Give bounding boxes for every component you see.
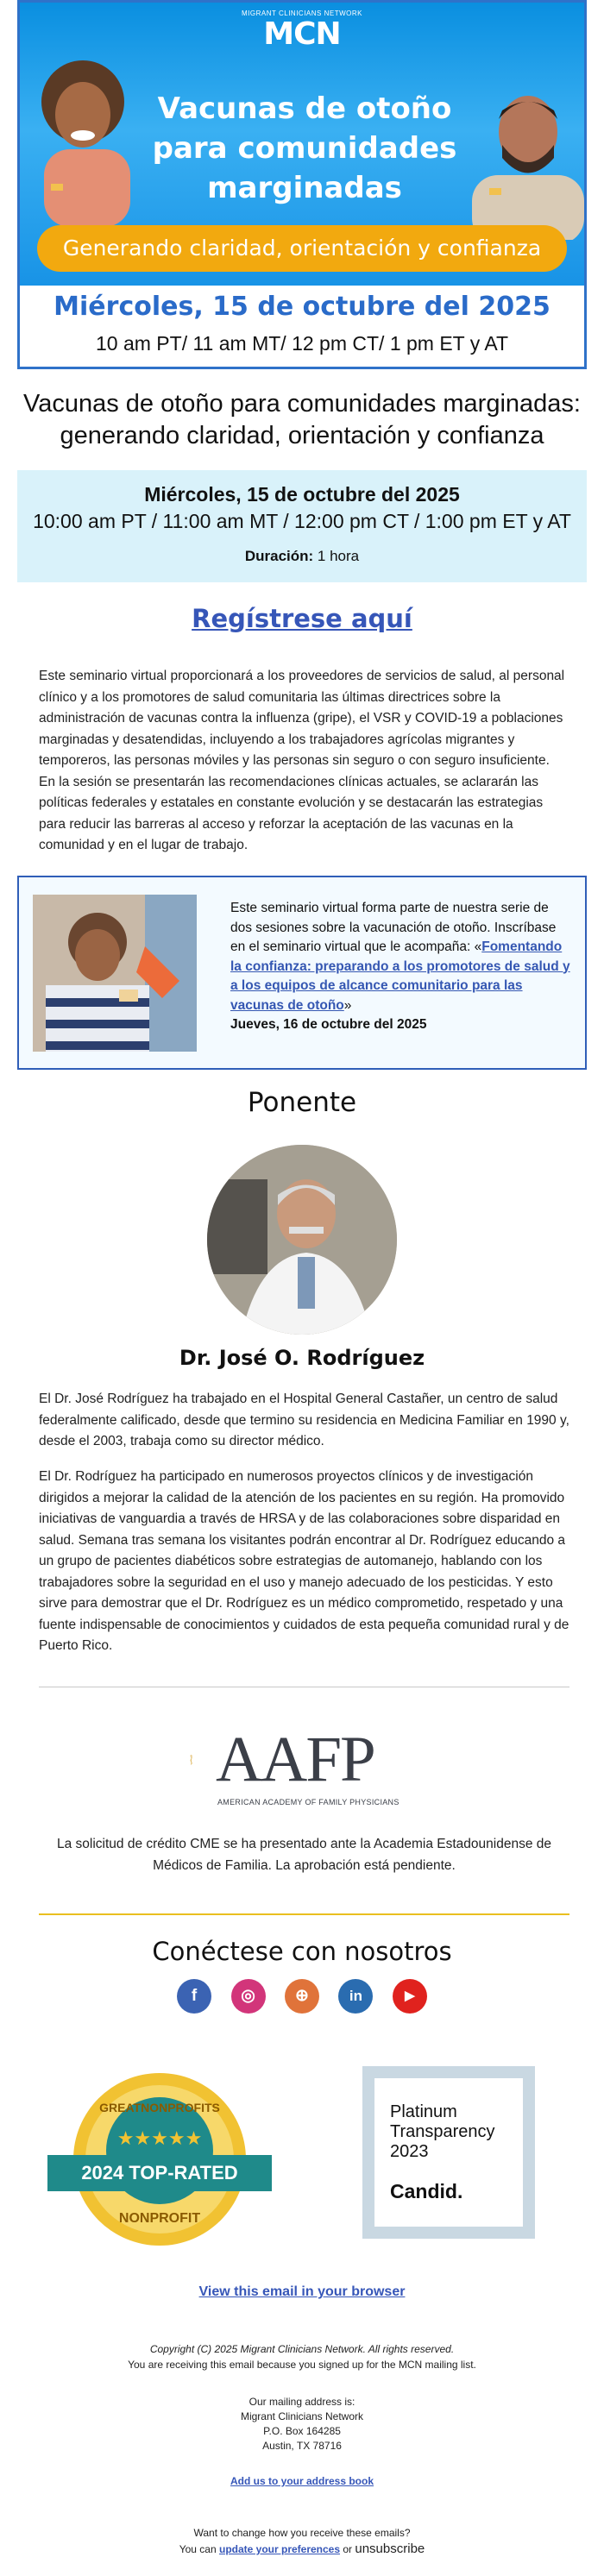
candid-title <box>390 2102 495 2162</box>
prefs-line <box>0 2542 604 2556</box>
add-address-book <box>0 2474 604 2488</box>
series-quote-close: » <box>343 997 352 1013</box>
mcn-logo <box>242 9 362 52</box>
gnp-bottom-text: NONPROFIT <box>118 2211 201 2226</box>
cme-notice: La solicitud de crédito CME se ha presentado ante la Academia Estadounidense de Médicos de Familia. La aprobación está pendiente. <box>56 1837 551 1873</box>
address-label: Our mailing address is: <box>249 2396 355 2408</box>
event-title: Vacunas de otoño para comunidades marginadas: generando claridad, orientación y confianza <box>23 390 581 449</box>
event-duration <box>17 548 587 565</box>
address-po: P.O. Box 164285 <box>263 2425 341 2437</box>
facebook-icon[interactable]: f <box>177 1979 211 2014</box>
speaker-bio-2: El Dr. Rodríguez ha participado en numerosos proyectos clínicos y de investigación dirigidos a mejorar la calidad de la atención de los pacientes en su región. Ha promovido iniciativas de vanguardia a través de HRSA y de las colaboraciones sobre disparidad en salud. Semana tras semana los visitantes podrán encontrar al Dr. Rodríguez educando a un grupo de pacientes diabéticos sobre estrategias de automanejo, hablando con los trabajadores sobre la seguridad en el uso y manejo adecuado de los pesticidas. Y esto sirve para demostrar que el Dr. Rodríguez es un médico comprometido, respetado y una fuente indispensable de conocimientos y cuidados de esta pequeña comunidad rural y de Puerto Rico. <box>39 1469 569 1653</box>
event-time: 10:00 am PT / 11:00 am MT / 12:00 pm CT / 1:00 pm ET y AT <box>33 510 571 532</box>
connect-heading: Conéctese con nosotros <box>152 1937 452 1966</box>
banner-hero <box>20 3 584 286</box>
update-preferences-link[interactable]: update your preferences <box>218 2543 341 2555</box>
series-box <box>17 876 587 1070</box>
gnp-mid-text: 2024 TOP-RATED <box>81 2162 238 2183</box>
aafp-logo-subtitle: AMERICAN ACADEMY OF FAMILY PHYSICIANS <box>217 1798 400 1806</box>
duration-label: Duración: <box>244 548 314 564</box>
add-address-book-link[interactable]: Add us to your address book <box>230 2475 374 2487</box>
vaccination-photo <box>33 895 197 1052</box>
event-date-box <box>17 470 587 582</box>
unsubscribe-link[interactable]: unsubscribe <box>355 2541 425 2556</box>
candid-line-1: Platinum <box>390 2102 457 2121</box>
change-prefs-text: Want to change how you receive these emails? <box>193 2527 411 2539</box>
banner-date: Miércoles, 15 de octubre del 2025 <box>53 292 551 322</box>
event-banner <box>17 0 587 369</box>
svg-text:★★★★★: ★★★★★ <box>116 2128 203 2150</box>
man-photo <box>463 85 584 240</box>
aafp-logo: AAFP <box>216 1724 374 1795</box>
speaker-heading: Ponente <box>247 1087 357 1118</box>
banner-title: Vacunas de otoño para comunidades marginadas <box>152 91 457 205</box>
website-icon[interactable]: ⊕ <box>285 1979 319 2014</box>
greatnonprofits-badge <box>47 2069 272 2250</box>
candid-line-3: 2023 <box>390 2142 429 2161</box>
banner-tagline: Generando claridad, orientación y confianza <box>37 225 567 272</box>
candid-line-2: Transparency <box>390 2122 495 2141</box>
address-org: Migrant Clinicians Network <box>240 2410 364 2422</box>
child-photo <box>27 54 139 227</box>
series-intro: Este seminario virtual forma parte de nuestra serie de dos sesiones sobre la vacunación de otoño. Inscríbase en el seminario virtual que le acompaña: « <box>230 901 557 954</box>
logo-mark: MCN <box>263 16 341 52</box>
event-description: Este seminario virtual proporcionará a los proveedores de servicios de salud, al personal clínico y a los promotores de salud comunitaria las últimas directrices sobre la administración de vacunas contra la influenza (gripe), el VSR y COVID-19 a poblaciones marginadas y desatendidas, incluyendo a los trabajadores agrícolas migrantes y temporeros, las personas móviles y las personas sin seguro o con seguro insuficiente. En la sesión se presentarán las recomendaciones clínicas actuales, se aclararán las políticas federales y estatales en constante evolución y se destacarán las estrategias para reducir las barreras al acceso y reforzar la aceptación de las vacunas en la comunidad y en el lugar de trabajo. <box>39 669 565 852</box>
linkedin-icon[interactable]: in <box>338 1979 373 2014</box>
view-in-browser-link[interactable]: View this email in your browser <box>198 2284 406 2299</box>
candid-brand: Candid. <box>390 2180 463 2202</box>
banner-time: 10 am PT/ 11 am MT/ 12 pm CT/ 1 pm ET y AT <box>95 332 509 355</box>
aafp-caduceus-icon <box>190 1712 216 1807</box>
divider-gold <box>39 1913 569 1915</box>
logo-org-name: MIGRANT CLINICIANS NETWORK <box>242 9 362 17</box>
register-link[interactable]: Regístrese aquí <box>192 604 412 633</box>
you-can-text: You can <box>179 2543 219 2555</box>
social-links <box>0 1979 604 2014</box>
speaker-bio-1: El Dr. José Rodríguez ha trabajado en el Hospital General Castañer, un centro de salud federalmente calificado, desde que termino su residencia en Medicina Familiar en 1990 y, desde el 2003, trabaja como su director médico. <box>39 1392 569 1448</box>
series-text <box>230 899 571 1035</box>
address-city: Austin, TX 78716 <box>262 2440 342 2452</box>
instagram-icon[interactable]: ◎ <box>231 1979 266 2014</box>
subscription-reason: You are receiving this email because you signed up for the MCN mailing list. <box>128 2359 476 2371</box>
gnp-top-text: GREATNONPROFITS <box>99 2101 220 2114</box>
copyright-text: Copyright (C) 2025 Migrant Clinicians Network. All rights reserved. <box>149 2343 455 2355</box>
speaker-photo <box>207 1145 397 1335</box>
companion-webinar-link[interactable]: Fomentando la confianza: preparando a los promotores de salud y a los equipos de alcance comunitario para las vacunas de otoño <box>230 939 570 1013</box>
companion-webinar-date: Jueves, 16 de octubre del 2025 <box>230 1017 427 1032</box>
speaker-name: Dr. José O. Rodríguez <box>179 1346 425 1370</box>
or-text: or <box>340 2543 355 2555</box>
candid-seal <box>362 2066 535 2239</box>
duration-value: 1 hora <box>313 548 360 564</box>
youtube-icon[interactable]: ▶ <box>393 1979 427 2014</box>
event-date: Miércoles, 15 de octubre del 2025 <box>144 483 460 506</box>
